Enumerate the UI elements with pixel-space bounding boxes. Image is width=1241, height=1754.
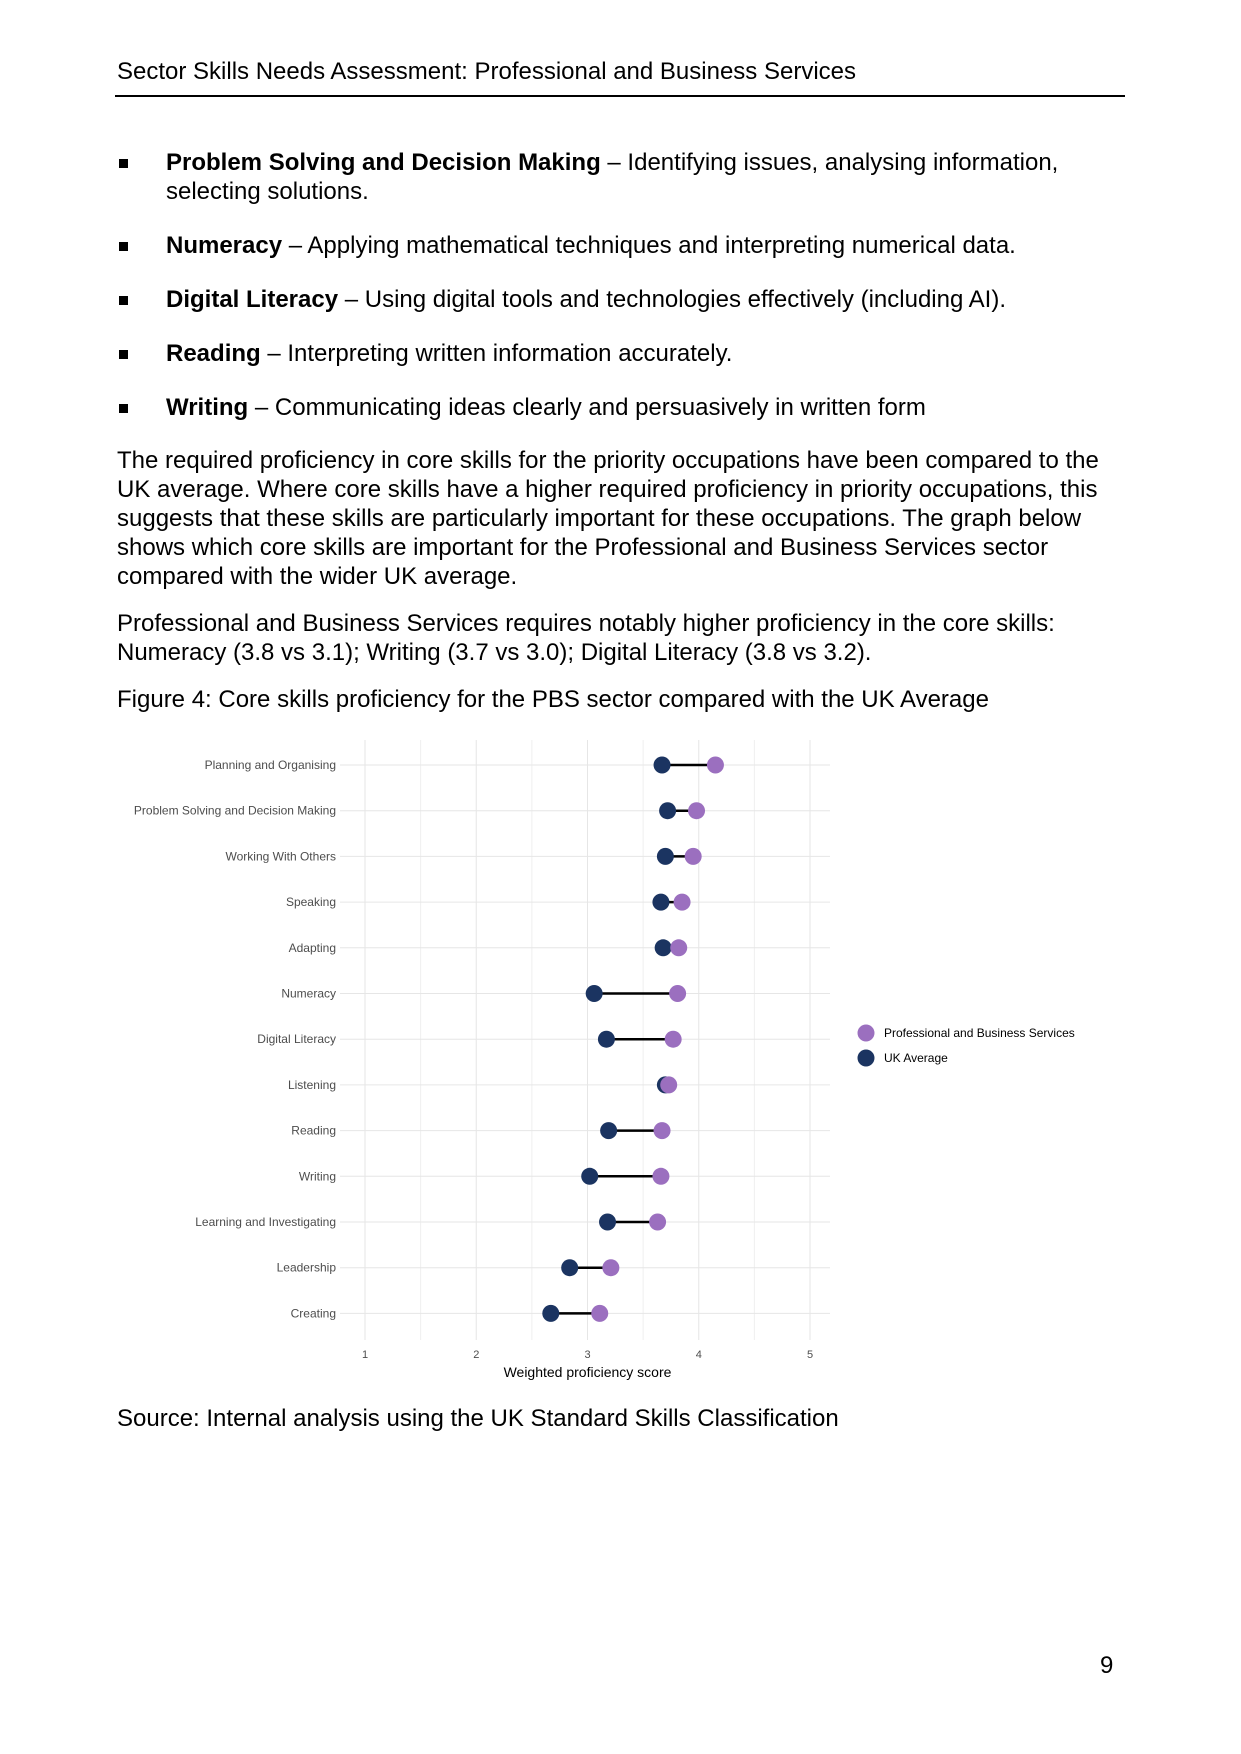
pbs-point [707, 757, 724, 774]
skill-term: Numeracy [166, 232, 283, 259]
y-tick-label: Writing [298, 1169, 336, 1184]
bullet-square-icon [119, 242, 128, 251]
pbs-point [685, 848, 702, 865]
skill-term: Digital Literacy [166, 286, 339, 313]
uk-average-point [659, 802, 676, 819]
skill-term: Reading [166, 340, 261, 367]
uk-average-point [542, 1305, 559, 1322]
list-item [117, 393, 1117, 422]
x-tick-label: 3 [584, 1349, 591, 1361]
legend-swatch [858, 1025, 875, 1042]
legend-swatch [858, 1050, 875, 1067]
skill-description: – Using digital tools and technologies effectively (including AI). [338, 286, 1007, 313]
figure-caption: Figure 4: Core skills proficiency for the PBS sector compared with the UK Average [117, 686, 989, 713]
uk-average-point [652, 894, 669, 911]
comparison-paragraph: The required proficiency in core skills for the priority occupations have been compared to the UK average. Where core skills have a higher required proficiency in priority occupations, this suggests that these skills are particularly important for these occupations. The graph below shows which core skills are important for the Professional and Business Services sector compared with the wider UK average. [117, 447, 1099, 590]
y-tick-label: Creating [290, 1306, 336, 1321]
page-number: 9 [1100, 1652, 1114, 1679]
bullet-square-icon [119, 296, 128, 305]
pbs-point [649, 1214, 666, 1231]
pbs-point [591, 1305, 608, 1322]
pbs-point [654, 1122, 671, 1139]
x-axis-title: Weighted proficiency score [503, 1364, 672, 1380]
bullet-square-icon [119, 404, 128, 413]
legend-label: Professional and Business Services [884, 1026, 1075, 1040]
y-tick-label: Leadership [276, 1260, 336, 1275]
list-item [117, 231, 1117, 260]
pbs-point [602, 1259, 619, 1276]
skill-term: Writing [166, 394, 249, 421]
pbs-point [665, 1031, 682, 1048]
page-header-title: Sector Skills Needs Assessment: Professional and Business Services [117, 58, 856, 85]
y-tick-label: Problem Solving and Decision Making [133, 803, 336, 818]
skill-description: – Interpreting written information accurately. [260, 340, 733, 367]
uk-average-point [581, 1168, 598, 1185]
y-tick-label: Working With Others [225, 849, 336, 864]
x-tick-label: 5 [806, 1349, 814, 1361]
y-tick-label: Reading [291, 1123, 336, 1138]
header-divider [115, 95, 1125, 97]
uk-average-point [657, 848, 674, 865]
y-tick-label: Numeracy [281, 986, 336, 1001]
y-tick-label: Listening [287, 1077, 336, 1092]
uk-average-point [599, 1214, 616, 1231]
pbs-point [670, 939, 687, 956]
legend-label: UK Average [884, 1051, 948, 1065]
uk-average-point [598, 1031, 615, 1048]
y-tick-label: Adapting [288, 940, 336, 955]
bullet-square-icon [119, 159, 128, 168]
x-tick-label: 4 [695, 1349, 702, 1361]
uk-average-point [655, 939, 672, 956]
x-tick-label: 1 [361, 1349, 369, 1361]
findings-paragraph: Professional and Business Services requires notably higher proficiency in the core skills: Numeracy (3.8 vs 3.1); Writing (3.7 vs 3.0); Digital Literacy (3.8 vs 3.2). [117, 610, 1055, 666]
uk-average-point [561, 1259, 578, 1276]
skills-dumbbell-chart [110, 735, 1110, 1385]
list-item [117, 339, 1117, 368]
uk-average-point [586, 985, 603, 1002]
skill-description: – Applying mathematical techniques and interpreting numerical data. [282, 232, 1016, 259]
y-tick-label: Planning and Organising [204, 758, 336, 772]
skill-term: Problem Solving and Decision Making [166, 149, 601, 176]
bullet-square-icon [119, 350, 128, 359]
pbs-point [660, 1076, 677, 1093]
y-tick-label: Speaking [285, 895, 336, 910]
core-skills-list [117, 148, 1117, 447]
source-note: Source: Internal analysis using the UK Standard Skills Classification [117, 1405, 839, 1432]
y-tick-label: Learning and Investigating [195, 1215, 336, 1229]
list-item [117, 285, 1117, 314]
y-tick-label: Digital Literacy [257, 1032, 336, 1047]
pbs-point [652, 1168, 669, 1185]
pbs-point [674, 894, 691, 911]
skill-description: – Identifying issues, analysing information, selecting solutions. [166, 149, 1059, 205]
pbs-point [669, 985, 686, 1002]
list-item [117, 148, 1117, 206]
x-tick-label: 2 [473, 1349, 480, 1361]
uk-average-point [654, 757, 671, 774]
pbs-point [688, 802, 705, 819]
uk-average-point [600, 1122, 617, 1139]
skill-description: – Communicating ideas clearly and persuasively in written form [248, 394, 926, 421]
